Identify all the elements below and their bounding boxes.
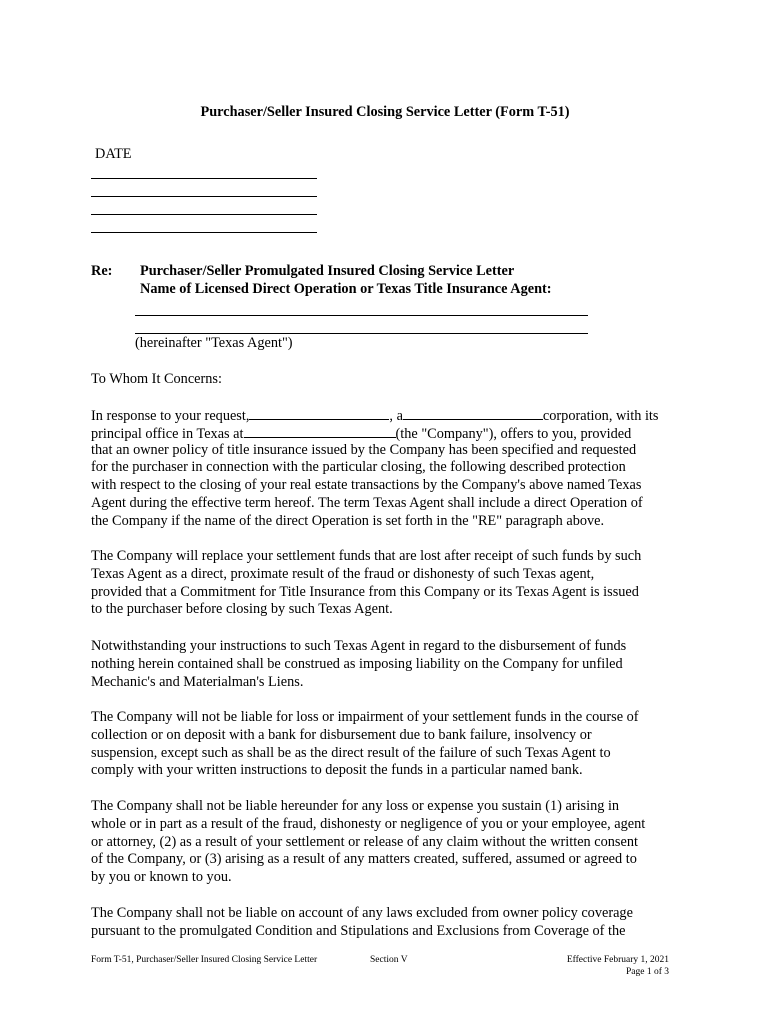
paragraph-line: or attorney, (2) as a result of your settlement or release of any claim without the written consent — [91, 833, 638, 850]
request-date-blank[interactable] — [249, 406, 389, 420]
footer-section: Section V — [370, 955, 408, 965]
text-run: corporation, with its — [542, 408, 659, 424]
paragraph-6 — [91, 905, 681, 941]
paragraph-line — [91, 424, 681, 442]
footer-form-name: Form T-51, Purchaser/Seller Insured Closing Service Letter — [91, 955, 318, 965]
paragraph-line: pursuant to the promulgated Condition and Stipulations and Exclusions from Coverage of the — [91, 922, 626, 939]
paragraph-4 — [91, 709, 681, 780]
principal-office-blank[interactable] — [244, 424, 396, 438]
footer-effective-date: Effective February 1, 2021 — [566, 955, 669, 965]
document-title: Purchaser/Seller Insured Closing Service Letter (Form T-51) — [200, 104, 570, 120]
address-line-4[interactable] — [91, 232, 317, 233]
paragraph-line: Agent during the effective term hereof. The term Texas Agent shall include a direct Operation of — [91, 494, 643, 511]
paragraph-line: The Company will not be liable for loss or impairment of your settlement funds in the course of — [91, 709, 639, 725]
paragraph-line: of the Company, or (3) arising as a result of any matters created, suffered, assumed or agreed to — [91, 851, 637, 868]
paragraph-line: The Company shall not be liable on account of any laws excluded from owner policy coverage — [91, 905, 633, 921]
paragraph-line: The Company will replace your settlement funds that are lost after receipt of such funds by such — [91, 548, 642, 564]
paragraph-line: for the purchaser in connection with the particular closing, the following described protection — [91, 459, 626, 476]
text-run: (the "Company"), offers to you, provided — [395, 425, 632, 442]
agent-name-line-2[interactable] — [135, 333, 588, 334]
re-subject: Purchaser/Seller Promulgated Insured Closing Service Letter — [140, 263, 515, 279]
paragraph-line: The Company shall not be liable hereunder for any loss or expense you sustain (1) arising in — [91, 798, 620, 814]
text-run: principal office in Texas at — [91, 425, 244, 442]
date-label: DATE — [95, 146, 132, 162]
footer-page-number: Page 1 of 3 — [625, 967, 669, 977]
paragraph-line — [91, 406, 681, 424]
paragraph-line: Texas Agent as a direct, proximate result of the fraud or dishonesty of such Texas agent, — [91, 565, 595, 582]
paragraph-line: whole or in part as a result of the fraud, dishonesty or negligence of you or your employee, agent — [91, 815, 646, 832]
address-line-2[interactable] — [91, 196, 317, 197]
paragraph-2 — [91, 548, 681, 619]
paragraph-line: by you or known to you. — [91, 869, 232, 886]
salutation: To Whom It Concerns: — [91, 371, 222, 387]
address-line-1[interactable] — [91, 178, 317, 179]
paragraph-3 — [91, 638, 681, 691]
text-run: , a — [389, 408, 403, 424]
paragraph-line: Mechanic's and Materialman's Liens. — [91, 673, 304, 690]
paragraph-line: Notwithstanding your instructions to such Texas Agent in regard to the disbursement of funds — [91, 638, 627, 654]
paragraph-line: suspension, except such as shall be as the direct result of the failure of such Texas Agent to — [91, 744, 611, 761]
paragraph-line: to the purchaser before closing by such Texas Agent. — [91, 601, 393, 618]
paragraph-line: with respect to the closing of your real estate transactions by the Company's above named Texas — [91, 477, 642, 494]
paragraph-line: the Company if the name of the direct Operation is set forth in the "RE" paragraph above. — [91, 512, 605, 529]
address-line-3[interactable] — [91, 214, 317, 215]
paragraph-line: collection or on deposit with a bank for disbursement due to bank failure, insolvency or — [91, 726, 592, 743]
paragraph-line: provided that a Commitment for Title Insurance from this Company or its Texas Agent is issued — [91, 583, 639, 600]
text-run: In response to your request, — [91, 408, 250, 424]
re-label: Re: — [91, 263, 113, 279]
re-agent-heading: Name of Licensed Direct Operation or Texas Title Insurance Agent: — [140, 281, 552, 297]
paragraph-5 — [91, 798, 681, 887]
hereinafter-note: (hereinafter "Texas Agent") — [135, 335, 293, 351]
paragraph-line: that an owner policy of title insurance issued by the Company has been specified and requested — [91, 441, 637, 458]
paragraph-line: nothing herein contained shall be construed as imposing liability on the Company for unfiled — [91, 655, 623, 672]
paragraph-1 — [91, 406, 681, 531]
company-state-blank[interactable] — [403, 406, 543, 420]
agent-name-line-1[interactable] — [135, 315, 588, 316]
paragraph-line: comply with your written instructions to deposit the funds in a particular named bank. — [91, 762, 583, 779]
